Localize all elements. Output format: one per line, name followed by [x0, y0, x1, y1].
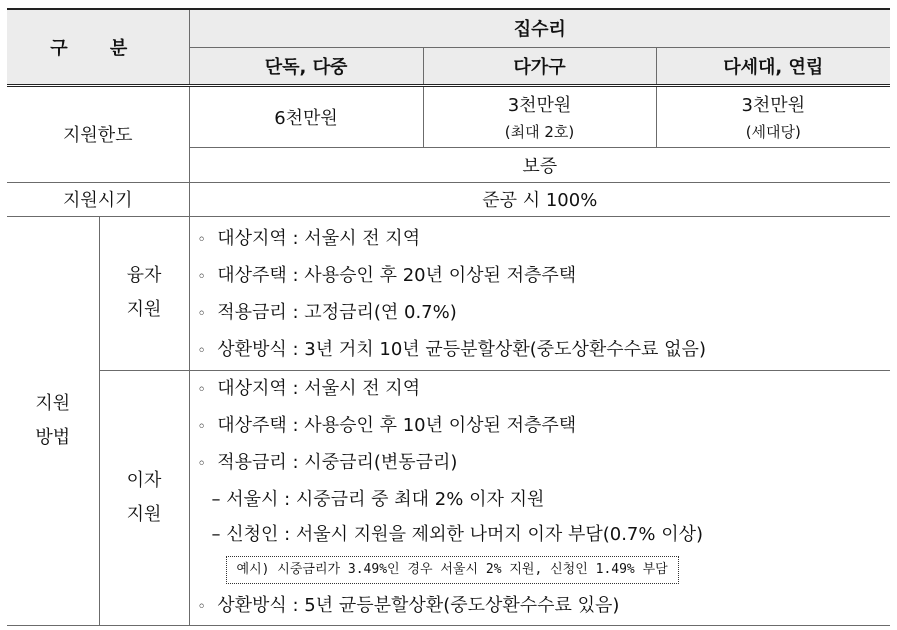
loan-details — [189, 216, 890, 370]
loan-item-text: 상환방식 : 3년 거치 10년 균등분할상환(중도상환수수료 없음) — [217, 338, 706, 360]
header-category — [7, 9, 189, 85]
interest-item — [198, 588, 891, 625]
limit-col2 — [423, 85, 656, 147]
loan-item-text: 대상지역 : 서울시 전 지역 — [217, 227, 421, 249]
loan-label-line1: 융자 — [126, 265, 162, 286]
limit-col3-note: (세대당) — [745, 123, 801, 141]
method-label — [7, 216, 99, 625]
loan-item — [198, 258, 891, 295]
interest-label-line1: 이자 — [126, 469, 162, 491]
interest-item-text: 대상지역 : 서울시 전 지역 — [217, 377, 421, 399]
header-group: 집수리 — [189, 9, 890, 47]
loan-item — [198, 332, 891, 369]
timing-label: 지원시기 — [7, 182, 189, 216]
interest-item — [198, 445, 891, 482]
limit-col2-value: 3천만원 — [507, 95, 572, 116]
interest-label — [99, 370, 189, 625]
loan-label — [99, 216, 189, 370]
header-col-multiplex: 다세대, 연립 — [656, 47, 890, 85]
bullet-icon: ◦ — [197, 305, 206, 322]
interest-sub-item: – 신청인 : 서울시 지원을 제외한 나머지 이자 부담(0.7% 이상) — [211, 523, 703, 545]
header-category-label: 구 분 — [50, 37, 146, 59]
limit-label: 지원한도 — [7, 85, 189, 182]
limit-guarantee: 보증 — [189, 147, 890, 182]
interest-item — [198, 408, 891, 445]
loan-item — [198, 295, 891, 332]
interest-sub-item: – 서울시 : 시중금리 중 최대 2% 이자 지원 — [211, 488, 545, 510]
header-col-detached: 단독, 다중 — [189, 47, 423, 85]
limit-col1-value: 6천만원 — [274, 107, 338, 129]
interest-item-text: 적용금리 : 시중금리(변동금리) — [217, 451, 458, 473]
loan-item-text: 적용금리 : 고정금리(연 0.7%) — [217, 301, 457, 323]
bullet-icon: ◦ — [197, 455, 206, 472]
interest-item-text: 대상주택 : 사용승인 후 10년 이상된 저층주택 — [217, 414, 577, 436]
interest-item-text: 상환방식 : 5년 균등분할상환(중도상환수수료 있음) — [217, 594, 620, 616]
timing-value: 준공 시 100% — [189, 182, 890, 216]
bullet-icon: ◦ — [197, 342, 206, 359]
limit-col1 — [189, 85, 423, 147]
interest-item — [198, 371, 891, 408]
limit-col3-value: 3천만원 — [741, 95, 806, 116]
loan-item — [198, 221, 891, 258]
limit-col3 — [656, 85, 890, 147]
bullet-icon: ◦ — [197, 598, 206, 615]
method-label-line2: 방법 — [35, 426, 71, 448]
bullet-icon: ◦ — [197, 381, 206, 398]
interest-example-box: 예시) 시중금리가 3.49%인 경우 서울시 2% 지원, 신청인 1.49% 부담 — [226, 556, 679, 584]
bullet-icon: ◦ — [197, 418, 206, 435]
method-label-line1: 지원 — [35, 392, 71, 414]
interest-label-line2: 지원 — [126, 503, 162, 525]
housing-repair-support-table — [7, 8, 890, 626]
bullet-icon: ◦ — [197, 231, 206, 248]
loan-label-line2: 지원 — [126, 299, 162, 320]
bullet-icon: ◦ — [197, 268, 206, 285]
limit-col2-note: (최대 2호) — [504, 123, 575, 141]
loan-item-text: 대상주택 : 사용승인 후 20년 이상된 저층주택 — [217, 264, 577, 286]
interest-details — [189, 370, 890, 625]
header-col-multi-family: 다가구 — [423, 47, 656, 85]
